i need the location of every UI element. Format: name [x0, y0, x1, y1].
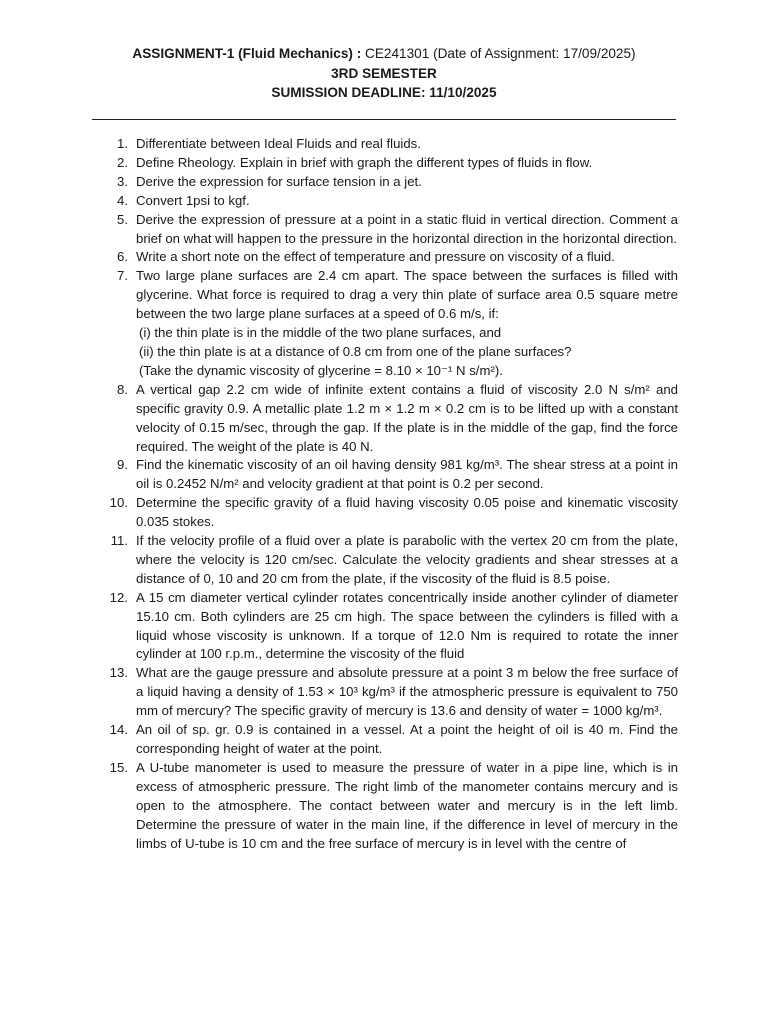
question-body [136, 267, 678, 380]
question-number: 13. [109, 665, 128, 681]
question-text: Differentiate between Ideal Fluids and real fluids. [136, 136, 421, 151]
question-note: (Take the dynamic viscosity of glycerine = 8.10 × 10⁻¹ N s/m²). [139, 362, 503, 378]
question-item [104, 721, 678, 759]
assignment-title: ASSIGNMENT-1 (Fluid Mechanics) : [132, 46, 362, 61]
question-item [104, 154, 678, 173]
question-item [104, 267, 678, 380]
question-number: 9. [117, 457, 128, 473]
question-number: 12. [109, 589, 128, 605]
question-number: 3. [117, 173, 128, 189]
semester-label: 3RD SEMESTER [331, 65, 437, 81]
question-number: 4. [117, 192, 128, 208]
question-text: Define Rheology. Explain in brief with graph the different types of fluids in flow. [136, 154, 593, 170]
course-and-date: CE241301 (Date of Assignment: 17/09/2025) [361, 46, 636, 61]
question-text: An oil of sp. gr. 0.9 is contained in a vessel. At a point the height of oil is 40 m. Find the corresponding height of water at the point. [136, 722, 678, 756]
question-text: A vertical gap 2.2 cm wide of infinite extent contains a fluid of viscosity 2.0 N s/m² and specific gravity 0.9. A metallic plate 1.2 m × 1.2 m × 0.2 cm is to be lifted up with a constant velocity of 0.15 m/sec, through the gap. If the plate is in the middle of the gap, find the force required. The weight of the plate is 40 N. [136, 381, 678, 454]
question-item [104, 456, 678, 494]
question-number: 1. [117, 136, 128, 151]
question-text: Write a short note on the effect of temperature and pressure on viscosity of a fluid. [136, 249, 615, 265]
question-item [104, 589, 678, 665]
question-text: Derive the expression of pressure at a point in a static fluid in vertical direction. Comment a brief on what will happen to the pressure in the horizontal direction in the horizontal direction. [136, 211, 678, 246]
question-number: 14. [109, 722, 128, 738]
question-list [104, 135, 678, 853]
question-item [104, 135, 678, 154]
question-text: Two large plane surfaces are 2.4 cm apart. The space between the surfaces is filled with glycerine. What force is required to drag a very thin plate of surface area 0.5 square metre between the two large plane surfaces at a speed of 0.6 m/s, if: [136, 268, 678, 322]
question-number: 8. [117, 381, 128, 397]
header-line-1 [0, 44, 768, 64]
question-subpart: (ii) the thin plate is at a distance of 0.8 cm from one of the plane surfaces? [139, 343, 572, 359]
question-item [104, 248, 678, 267]
question-number: 5. [117, 211, 128, 227]
question-text: Determine the specific gravity of a fluid having viscosity 0.05 poise and kinematic viscosity 0.035 stokes. [136, 495, 678, 530]
question-subpart: (i) the thin plate is in the middle of the two plane surfaces, and [139, 325, 502, 341]
question-item [104, 192, 678, 211]
question-text: A 15 cm diameter vertical cylinder rotates concentrically inside another cylinder of diameter 15.10 cm. Both cylinders are 25 cm high. The space between the cylinders is filled with a liquid whose viscosity is unknown. If a torque of 12.0 Nm is required to rotate the inner cylinder at 100 r.p.m., determine the viscosity of the fluid [136, 589, 678, 662]
question-number: 10. [109, 495, 128, 511]
assignment-header [0, 44, 768, 103]
question-text: If the velocity profile of a fluid over a plate is parabolic with the vertex 20 cm from the plate, where the velocity is 120 cm/sec. Calculate the velocity gradients and shear stresses at a distance of 0, 10 and 20 cm from the plate, if the viscosity of the fluid is 8.5 poise. [136, 533, 678, 586]
submission-deadline: SUMISSION DEADLINE: 11/10/2025 [271, 85, 497, 100]
question-number: 7. [117, 268, 128, 284]
header-divider [92, 119, 676, 120]
question-text: Derive the expression for surface tension in a jet. [136, 173, 422, 189]
question-item [104, 381, 678, 457]
question-item [104, 664, 678, 721]
question-item [104, 173, 678, 192]
question-text: A U-tube manometer is used to measure the pressure of water in a pipe line, which is in excess of atmospheric pressure. The right limb of the manometer contains mercury and is open to the atmosphere. The contact between water and mercury is in the left limb. Determine the pressure of water in the main line, if the difference in level of mercury in the limbs of U-tube is 10 cm and the free surface of mercury is in level with the centre of [136, 759, 678, 851]
question-text: Convert 1psi to kgf. [136, 192, 250, 208]
question-item [104, 532, 678, 589]
question-number: 15. [109, 759, 128, 775]
question-text: What are the gauge pressure and absolute pressure at a point 3 m below the free surface of a liquid having a density of 1.53 × 10³ kg/m³ if the atmospheric pressure is equivalent to 750 mm of mercury? The specific gravity of mercury is 13.6 and density of water = 1000 kg/m³. [136, 665, 678, 719]
question-number: 6. [117, 249, 128, 265]
question-item [104, 494, 678, 532]
question-text: Find the kinematic viscosity of an oil having density 981 kg/m³. The shear stress at a point in oil is 0.2452 N/m² and velocity gradient at that point is 0.2 per second. [136, 457, 678, 492]
question-number: 11. [110, 533, 128, 549]
question-item [104, 211, 678, 249]
question-item [104, 759, 678, 854]
question-number: 2. [117, 154, 128, 170]
